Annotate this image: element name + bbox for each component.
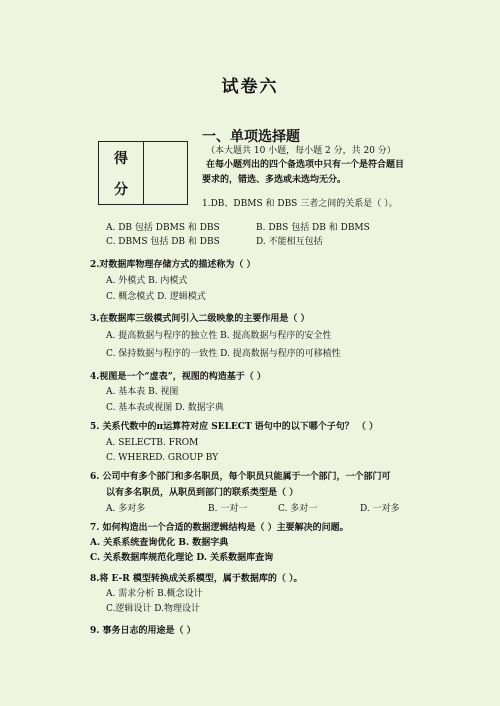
question-3-option-ab: A. 提高数据与程序的独立性 B. 提高数据与程序的安全性: [106, 331, 332, 341]
question-2-option-ab: A. 外模式 B. 内模式: [106, 276, 188, 286]
question-4-stem: 4.视图是一个“虚表”，视图的构造基于（ ）: [90, 372, 266, 382]
question-5-stem: 5. 关系代数中的π运算符对应 SELECT 语句中的以下哪个子句？ （ ）: [90, 422, 379, 432]
question-6-stem: 6. 公司中有多个部门和多名职员，每个职员只能属于一个部门，一个部门可: [90, 472, 391, 482]
question-2-option-cd: C. 概念模式 D. 逻辑模式: [106, 292, 206, 302]
question-7-option-cd: C. 关系数据库规范化理论 D. 关系数据库查询: [90, 553, 274, 563]
score-box: [98, 141, 188, 205]
question-8-option-ab: A. 需求分析 B.概念设计: [106, 589, 203, 599]
question-6-option-b: B. 一对一: [208, 504, 248, 514]
question-5-option-cd: C. WHERED. GROUP BY: [106, 453, 219, 463]
section-desc-line-2: 要求的，错选、多选或未选均无分。: [202, 175, 347, 185]
question-1-stem: 1.DB、DBMS 和 DBS 三者之间的关系是（ ）。: [202, 199, 398, 209]
question-6-option-d: D. 一对多: [360, 504, 400, 514]
question-9-stem: 9. 事务日志的用途是（ ）: [90, 626, 196, 636]
question-3-option-cd: C. 保持数据与程序的一致性 D. 提高数据与程序的可移植性: [106, 349, 341, 359]
question-8-stem: 8.将 E-R 模型转换成关系模型，属于数据库的（ ）。: [90, 574, 303, 584]
question-4-option-ab: A. 基本表 B. 视图: [106, 387, 179, 397]
exam-title: 试卷六: [221, 77, 279, 97]
question-6-stem-continued: 以有多名职员，从职员到部门的联系类型是（ ）: [106, 488, 299, 498]
score-label: [99, 142, 144, 204]
question-7-option-ab: A. 关系系统查询优化 B. 数据字典: [90, 538, 229, 548]
section-note: （本大题共 10 小题，每小题 2 分，共 20 分）: [206, 146, 396, 156]
score-label-1: 得: [114, 150, 128, 167]
question-8-option-cd: C.逻辑设计 D.物理设计: [106, 604, 201, 614]
question-7-stem: 7. 如何构造出一个合适的数据逻辑结构是（ ）主要解决的问题。: [90, 523, 349, 533]
section-desc-line-1: 在每小题列出的四个备选项中只有一个是符合题目: [206, 160, 405, 170]
score-cell: [144, 142, 187, 204]
question-6-option-c: C. 多对一: [278, 504, 318, 514]
section-heading: 一、单项选择题: [202, 129, 300, 145]
question-1-option-b: B. DBS 包括 DB 和 DBMS: [256, 223, 370, 233]
question-5-option-ab: A. SELECTB. FROM: [106, 438, 199, 448]
question-4-option-cd: C. 基本表或视图 D. 数据字典: [106, 403, 224, 413]
question-2-stem: 2.对数据库物理存储方式的描述称为（ ）: [90, 260, 256, 270]
question-6-option-a: A. 多对多: [106, 504, 146, 514]
section-description: [202, 158, 452, 188]
question-1-option-a: A. DB 包括 DBMS 和 DBS: [106, 223, 220, 233]
question-3-stem: 3.在数据库三级模式间引入二级映象的主要作用是（ ）: [90, 314, 310, 324]
question-1-option-c: C. DBMS 包括 DB 和 DBS: [106, 237, 220, 247]
question-1-option-d: D. 不能相互包括: [256, 237, 323, 247]
score-label-2: 分: [114, 181, 128, 198]
